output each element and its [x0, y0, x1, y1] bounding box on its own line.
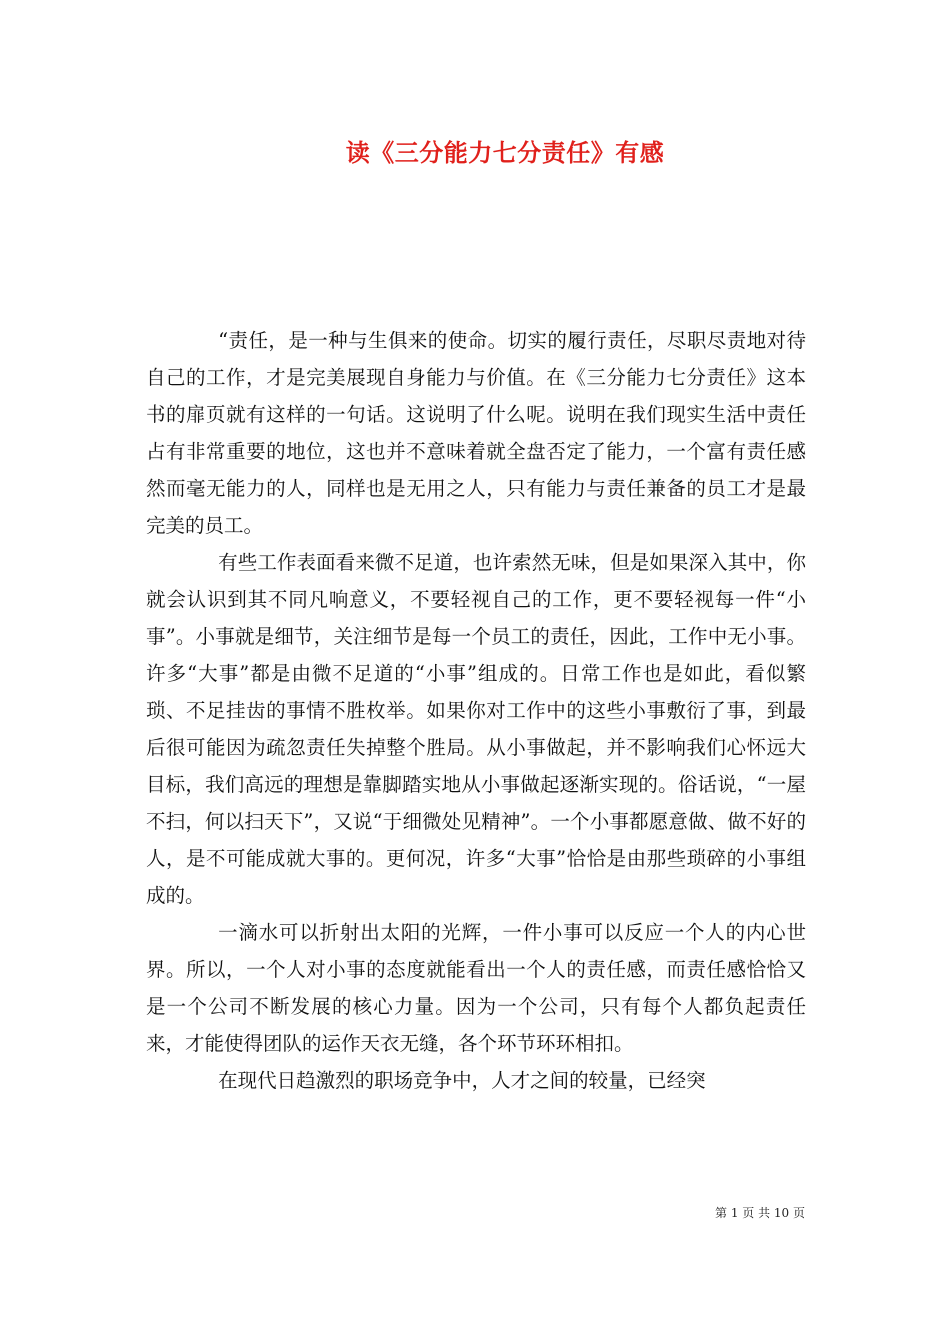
- document-title: 读《三分能力七分责任》有感: [345, 139, 665, 167]
- paragraph-3: 一滴水可以折射出太阳的光辉，一件小事可以反应一个人的内心世界。所以，一个人对小事的态度就能看出一个人的责任感，而责任感恰恰又是一个公司不断发展的核心力量。因为一个公司，只有每个人都负起责任来，才能使得团队的运作天衣无缝，各个环节环环相扣。: [146, 921, 806, 1055]
- paragraph-2: 有些工作表面看来微不足道，也许索然无味，但是如果深入其中，你就会认识到其不同凡响意义，不要轻视自己的工作，更不要轻视每一件“小事”。小事就是细节，关注细节是每一个员工的责任，因此，工作中无小事。许多“大事”都是由微不足道的“小事”组成的。日常工作也是如此，看似繁琐、不足挂齿的事情不胜枚举。如果你对工作中的这些小事敷衍了事，到最后很可能因为疏忽责任失掉整个胜局。从小事做起，并不影响我们心怀远大目标，我们高远的理想是靠脚踏实地从小事做起逐渐实现的。俗话说，“一屋不扫，何以扫天下”，又说“于细微处见精神”。一个小事都愿意做、做不好的人，是不可能成就大事的。更何况，许多“大事”恰恰是由那些琐碎的小事组成的。: [146, 551, 806, 907]
- page-number-footer: 第 1 页 共 10 页: [715, 1206, 805, 1220]
- document-body: [146, 322, 806, 1099]
- paragraph-4: 在现代日趋激烈的职场竞争中，人才之间的较量，已经突: [218, 1069, 706, 1092]
- paragraph-1: “责任，是一种与生俱来的使命。切实的履行责任，尽职尽责地对待自己的工作，才是完美展现自身能力与价值。在《三分能力七分责任》这本书的扉页就有这样的一句话。这说明了什么呢。说明在我们现实生活中责任占有非常重要的地位，这也并不意味着就全盘否定了能力，一个富有责任感然而毫无能力的人，同样也是无用之人，只有能力与责任兼备的员工才是最完美的员工。: [146, 329, 806, 537]
